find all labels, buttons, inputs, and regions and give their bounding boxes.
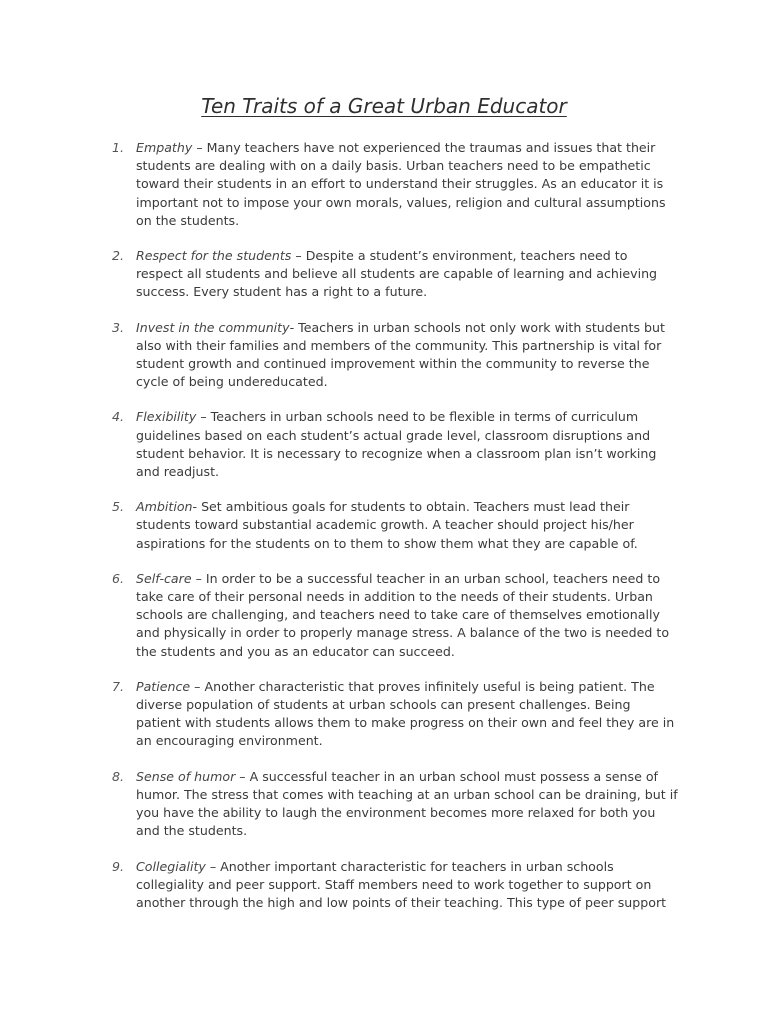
trait-description: Set ambitious goals for students to obtain. Teachers must lead their students toward substantial academic growth. A teacher should project his/her aspirations for the students on to them to show them what they are capable of.: [136, 499, 638, 551]
trait-number: 8.: [112, 768, 125, 784]
trait-number: 3.: [112, 319, 125, 335]
trait-number: 2.: [112, 248, 125, 264]
trait-separator: –: [192, 140, 207, 155]
trait-item-humor: [112, 768, 678, 841]
trait-separator: –: [191, 570, 206, 586]
trait-item-respect: [112, 247, 678, 302]
trait-item-collegiality: [112, 858, 678, 913]
trait-name: Invest in the community: [136, 319, 290, 335]
trait-description: Teachers in urban schools need to be flexible in terms of curriculum guidelines based on each student’s actual grade level, classroom disruptions and student behavior. It is necessary to recognize when a classroom plan isn’t working and readjust.: [136, 409, 657, 480]
trait-item-community: [112, 319, 678, 392]
trait-separator: -: [289, 319, 299, 335]
trait-description: Many teachers have not experienced the traumas and issues that their students are dealing with on a daily basis. Urban teachers need to be empathetic toward their students in an effort to understand their struggles. As an educator it is important not to impose your own morals, values, religion and cultural assumptions on the students.: [136, 140, 666, 228]
trait-description: A successful teacher in an urban school must possess a sense of humor. The stress that comes with teaching at an urban school can be draining, but if you have the ability to laugh the environment becomes more relaxed for both you and the students.: [136, 768, 678, 839]
document-title: Ten Traits of a Great Urban Educator: [201, 94, 567, 118]
trait-number: 9.: [112, 858, 125, 874]
trait-number: 7.: [112, 678, 125, 694]
trait-item-patience: [112, 678, 678, 751]
traits-list: [112, 139, 678, 929]
trait-description: Another characteristic that proves infinitely useful is being patient. The diverse population of students at urban schools can present challenges. Being patient with students allows them to make progress on their own and feel they are in an encouraging environment.: [136, 678, 675, 749]
trait-name: Self-care: [136, 570, 192, 586]
trait-description: In order to be a successful teacher in an urban school, teachers need to take care of their personal needs in addition to the needs of their students. Urban schools are challenging, and teachers need to take care of themselves emotionally and physically in order to properly manage stress. A balance of the two is needed to the students and you as an educator can succeed.: [136, 570, 670, 659]
trait-name: Empathy: [136, 140, 193, 155]
trait-name: Patience: [136, 678, 191, 694]
trait-item-self-care: [112, 570, 678, 661]
trait-description: Teachers in urban schools not only work with students but also with their families and members of the community. This partnership is vital for student growth and continued improvement within the community to reverse the cycle of being undereducated.: [136, 319, 665, 390]
trait-separator: –: [235, 768, 250, 784]
trait-name: Respect for the students: [136, 248, 292, 264]
trait-separator: –: [205, 858, 221, 874]
trait-name: Flexibility: [136, 409, 197, 425]
trait-name: Ambition: [136, 499, 193, 515]
trait-separator: –: [190, 678, 205, 694]
trait-number: 4.: [112, 409, 125, 425]
trait-separator: –: [291, 248, 306, 264]
trait-number: 1.: [112, 140, 125, 155]
trait-number: 6.: [112, 570, 125, 586]
trait-item-flexibility: [112, 408, 678, 481]
trait-name: Collegiality: [136, 858, 206, 874]
trait-separator: –: [196, 409, 211, 425]
trait-item-empathy: [112, 139, 678, 230]
trait-name: Sense of humor: [136, 768, 236, 784]
trait-item-ambition: [112, 498, 678, 553]
trait-separator: -: [192, 499, 202, 515]
trait-description: Despite a student’s environment, teachers need to respect all students and believe all students are capable of learning and achieving success. Every student has a right to a future.: [136, 248, 658, 300]
trait-number: 5.: [112, 499, 125, 515]
trait-description: Another important characteristic for teachers in urban schools collegiality and peer support. Staff members need to work together to support on another through the high and low points of their teaching. This type of peer support: [136, 858, 667, 910]
